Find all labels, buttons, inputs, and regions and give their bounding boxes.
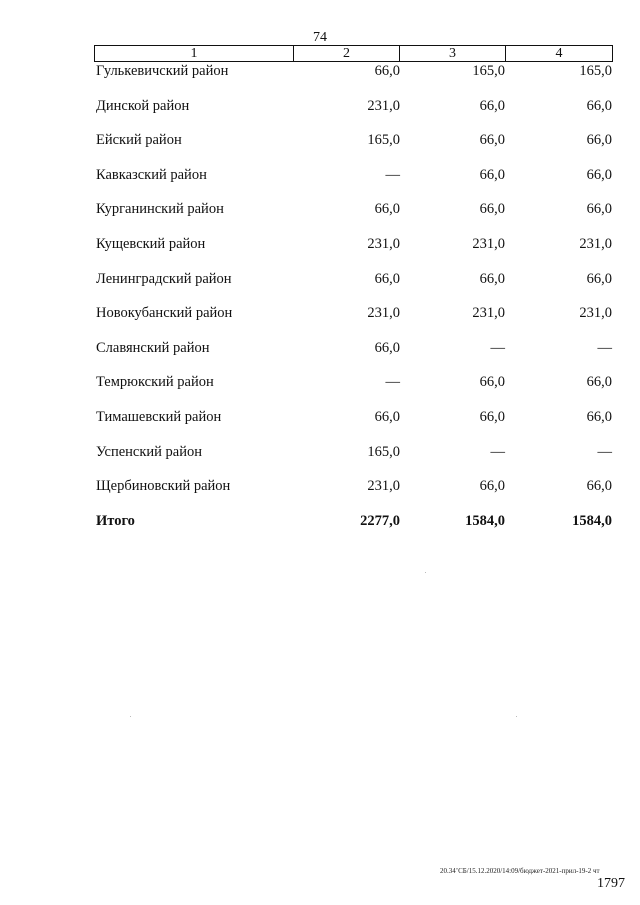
- value-col-4: 66,0: [586, 270, 612, 287]
- value-col-3: —: [490, 339, 505, 356]
- table-row: [0, 374, 640, 409]
- total-col-2: 2277,0: [360, 512, 400, 529]
- value-col-4: 231,0: [579, 235, 612, 252]
- table-row: [0, 98, 640, 133]
- district-name: Щербиновский район: [96, 478, 231, 495]
- scan-speck: [130, 716, 131, 717]
- district-name: Гулькевичский район: [96, 63, 229, 79]
- table-row: [0, 340, 640, 375]
- table-header-row: [94, 45, 613, 62]
- value-col-4: 66,0: [586, 201, 612, 218]
- scan-speck: [516, 716, 517, 717]
- district-name: Новокубанский район: [96, 305, 233, 322]
- value-col-3: 66,0: [479, 166, 505, 183]
- value-col-2: 231,0: [367, 97, 400, 114]
- district-name: Кавказский район: [96, 166, 207, 183]
- district-name: Славянский район: [96, 339, 210, 356]
- value-col-4: 66,0: [586, 478, 612, 495]
- table-row: [0, 132, 640, 167]
- document-footer-code: 20.34’СБ/15.12.2020/14:09/бюджет-2021-прил-19-2 чт: [440, 867, 600, 875]
- value-col-2: 165,0: [367, 132, 400, 149]
- total-col-3: 1584,0: [465, 512, 505, 529]
- total-col-4: 1584,0: [572, 512, 612, 529]
- value-col-3: 66,0: [479, 478, 505, 495]
- value-col-2: 165,0: [367, 443, 400, 460]
- table-row: [0, 63, 640, 98]
- value-col-2: 231,0: [367, 478, 400, 495]
- column-header-1: 1: [95, 46, 294, 61]
- value-col-3: 66,0: [479, 97, 505, 114]
- value-col-2: —: [385, 374, 400, 391]
- total-label: Итого: [96, 512, 135, 529]
- district-name: Динской район: [96, 97, 190, 114]
- value-col-3: 165,0: [472, 63, 505, 79]
- sheet-number: 1797: [597, 876, 625, 891]
- value-col-3: 231,0: [472, 305, 505, 322]
- value-col-3: 66,0: [479, 132, 505, 149]
- table-row: [0, 409, 640, 444]
- table-row: [0, 236, 640, 271]
- value-col-3: 66,0: [479, 270, 505, 287]
- table-row: [0, 271, 640, 306]
- value-col-2: 66,0: [374, 63, 400, 79]
- value-col-3: 231,0: [472, 235, 505, 252]
- total-row: [0, 513, 640, 548]
- value-col-3: —: [490, 443, 505, 460]
- value-col-4: 165,0: [579, 63, 612, 79]
- value-col-4: 66,0: [586, 408, 612, 425]
- district-name: Темрюкский район: [96, 374, 214, 391]
- value-col-3: 66,0: [479, 374, 505, 391]
- district-name: Ленинградский район: [96, 270, 232, 287]
- value-col-4: —: [597, 339, 612, 356]
- value-col-4: 66,0: [586, 132, 612, 149]
- value-col-2: —: [385, 166, 400, 183]
- table-row: [0, 167, 640, 202]
- district-name: Успенский район: [96, 443, 202, 460]
- value-col-2: 66,0: [374, 201, 400, 218]
- value-col-4: 231,0: [579, 305, 612, 322]
- scan-speck: [425, 572, 426, 573]
- column-header-2: 2: [294, 46, 400, 61]
- page-number: 74: [313, 30, 327, 45]
- value-col-2: 66,0: [374, 408, 400, 425]
- district-name: Курганинский район: [96, 201, 224, 218]
- value-col-3: 66,0: [479, 201, 505, 218]
- value-col-4: 66,0: [586, 97, 612, 114]
- column-header-3: 3: [400, 46, 506, 61]
- district-name: Ейский район: [96, 132, 182, 149]
- district-name: Тимашевский район: [96, 408, 222, 425]
- table-row: [0, 444, 640, 479]
- table-body: [0, 63, 640, 547]
- table-row: [0, 478, 640, 513]
- value-col-2: 66,0: [374, 339, 400, 356]
- value-col-3: 66,0: [479, 408, 505, 425]
- column-header-4: 4: [555, 46, 563, 61]
- value-col-4: 66,0: [586, 166, 612, 183]
- value-col-4: —: [597, 443, 612, 460]
- value-col-4: 66,0: [586, 374, 612, 391]
- table-row: [0, 201, 640, 236]
- value-col-2: 66,0: [374, 270, 400, 287]
- table-row: [0, 305, 640, 340]
- district-name: Кущевский район: [96, 235, 206, 252]
- value-col-2: 231,0: [367, 235, 400, 252]
- value-col-2: 231,0: [367, 305, 400, 322]
